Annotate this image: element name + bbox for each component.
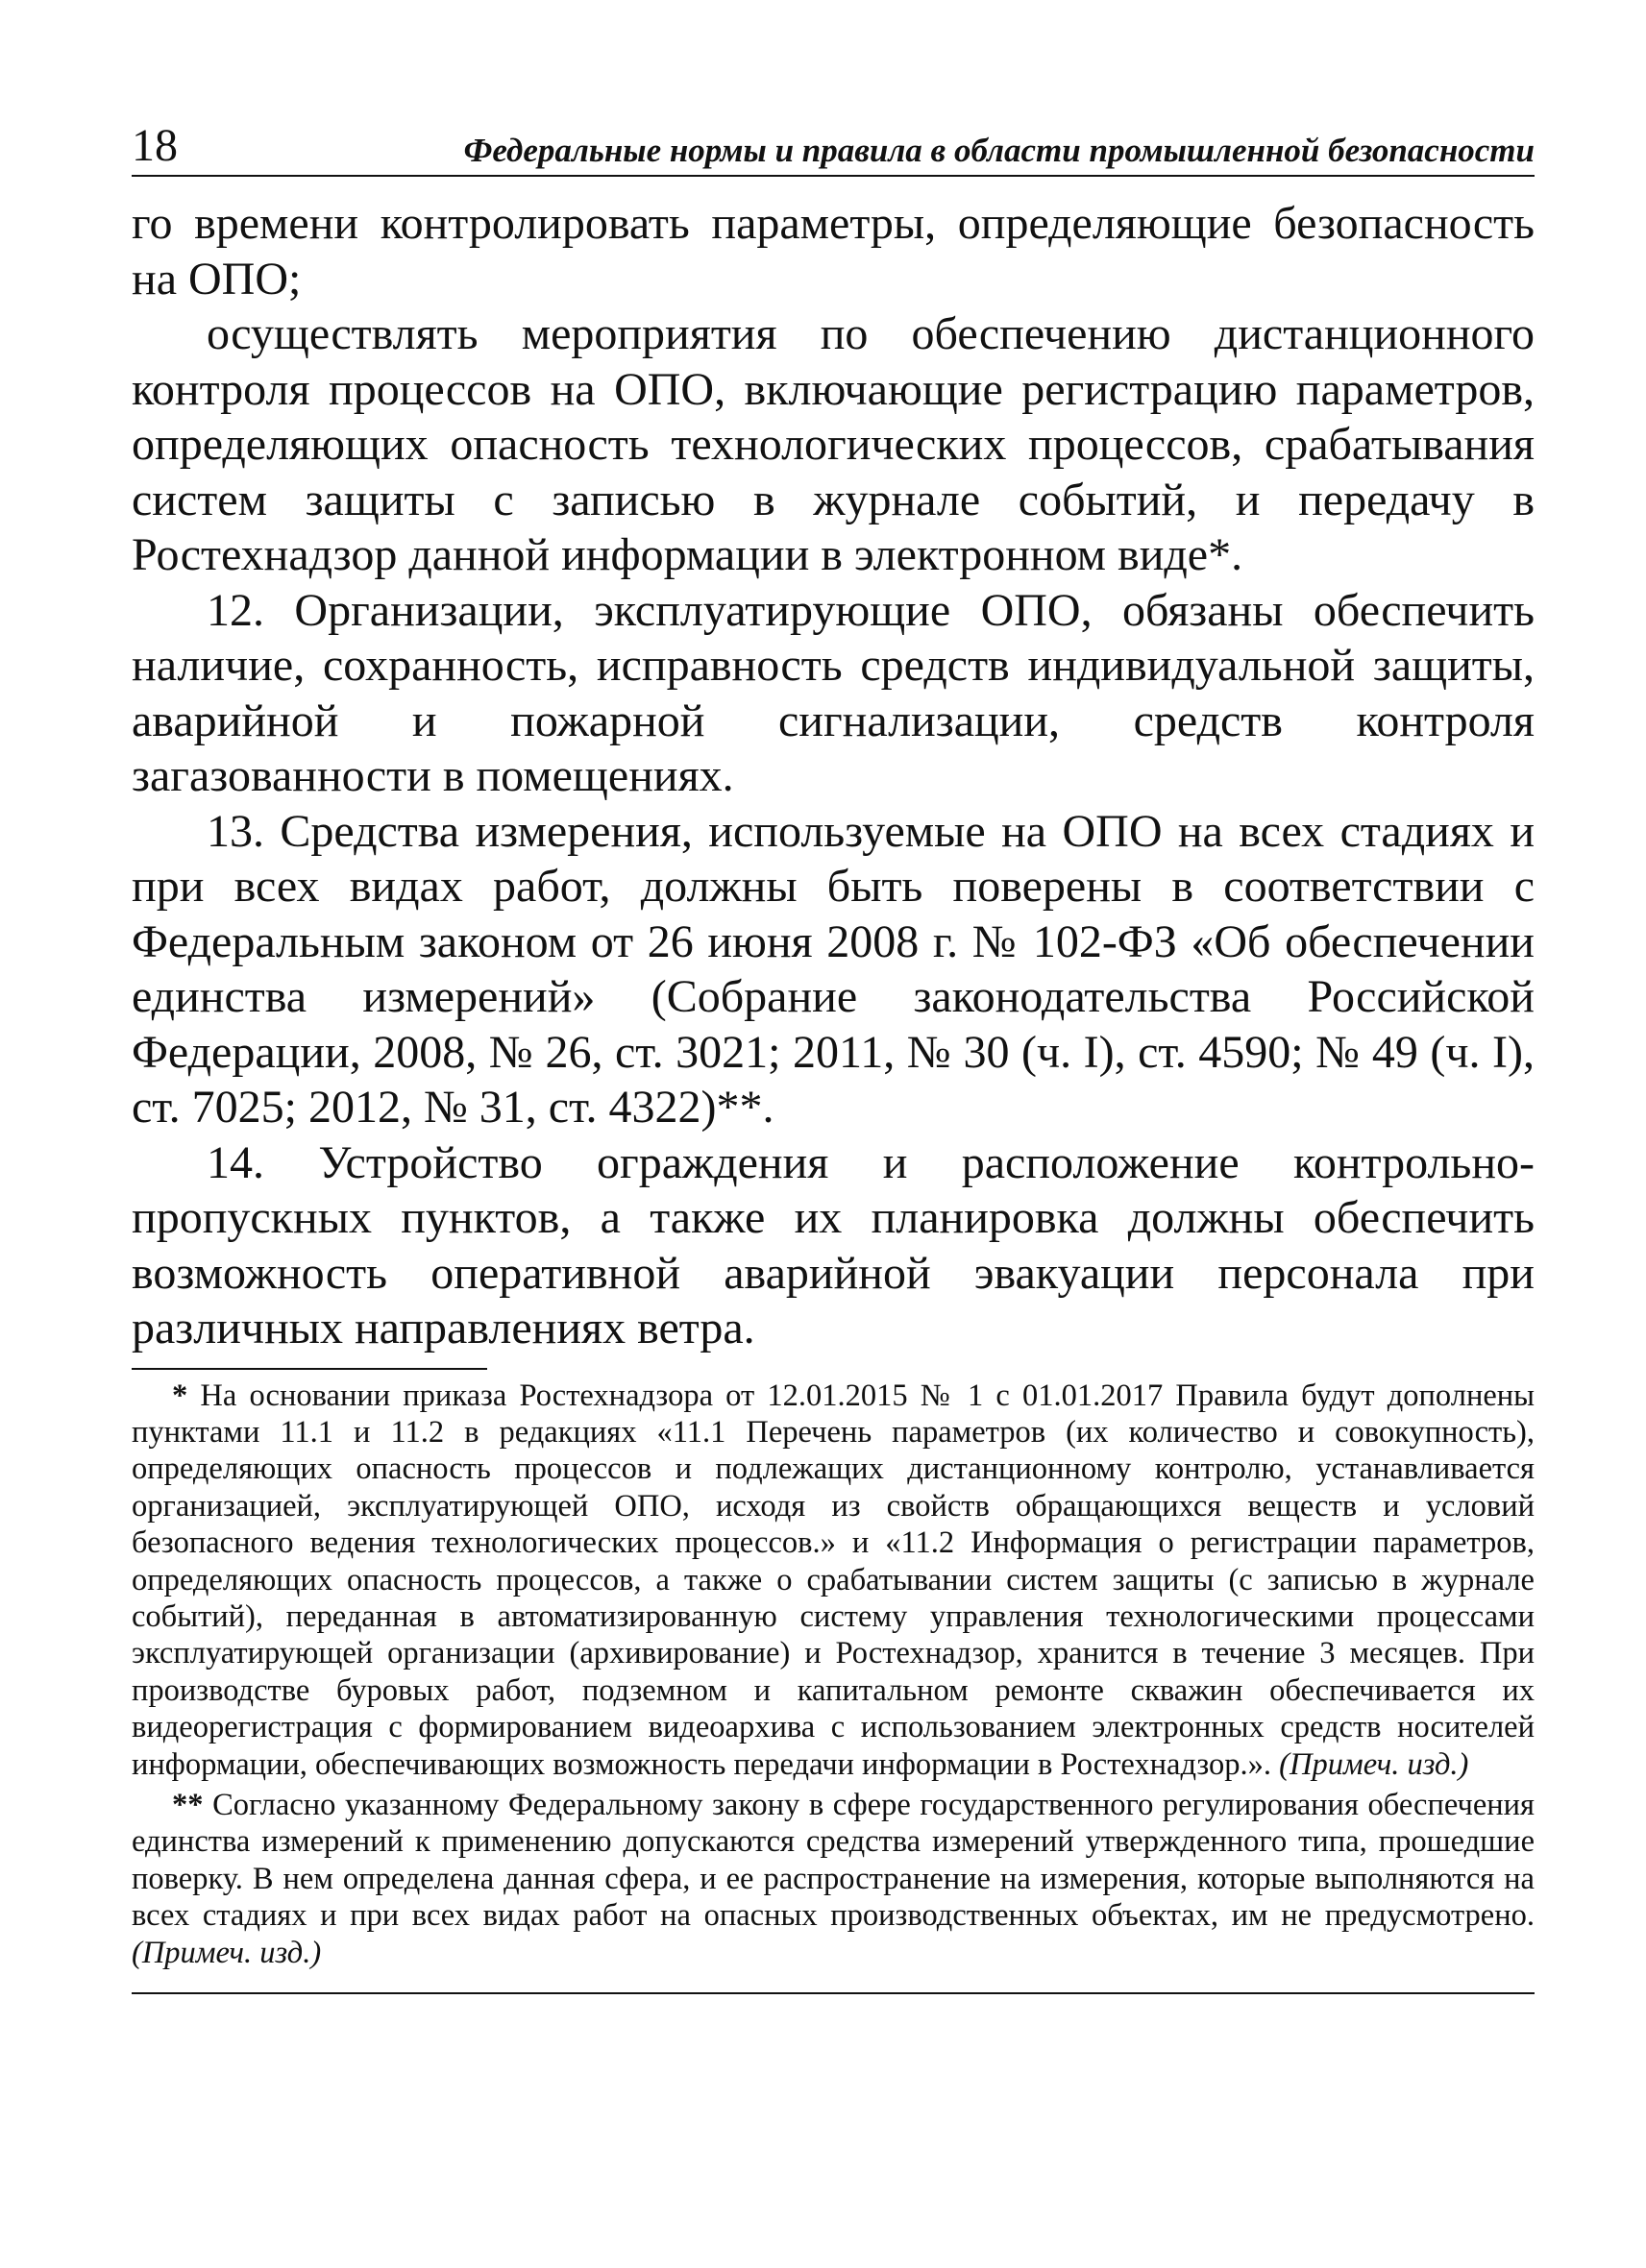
footnote-2 — [132, 1787, 1535, 1971]
paragraph-item-14: 14. Устройство ограждения и расположение контрольно-пропускных пунктов, а также их планировка должны обеспечить возможность оперативной аварийной эвакуации персонала при различных направлениях ветра. — [132, 1136, 1535, 1353]
book-page — [132, 115, 1535, 1994]
footnote-1-mark: * — [172, 1378, 188, 1413]
paragraph-item-13: 13. Средства измерения, используемые на ОПО на всех стадиях и при всех видах работ, должны быть поверены в соответствии с Федеральным законом от 26 июня 2008 г. № 102-ФЗ «Об обеспечении единства измерений» (Собрание законодательства Российской Федерации, 2008, № 26, ст. 3021; 2011, № 30 (ч. I), ст. 4590; № 49 (ч. I), ст. 7025; 2012, № 31, ст. 4322)**. — [132, 805, 1535, 1133]
footnote-1-editor-note: (Примеч. изд.) — [1279, 1746, 1469, 1782]
footnotes — [132, 1378, 1535, 1972]
running-title: Федеральные нормы и правила в области промышленной безопасности — [463, 132, 1535, 169]
paragraph-item-12: 12. Организации, эксплуатирующие ОПО, обязаны обеспечить наличие, сохранность, исправность средств индивидуальной защиты, аварийной и пожарной сигнализации, средств контроля загазованности в помещениях. — [132, 584, 1535, 801]
page-number: 18 — [132, 120, 178, 171]
page-header — [132, 115, 1535, 177]
footnote-2-text: Согласно указанному Федеральному закону в сфере государственного регулирования обеспечения единства измерений к применению допускаются средства измерений утвержденного типа, прошедшие поверку. В нем определена данная сфера, и ее распространение на измерения, которые выполняются на всех стадиях и при всех видах работ на опасных производственных объектах, им не предусмотрено. — [132, 1787, 1535, 1934]
footnote-1 — [132, 1378, 1535, 1783]
bottom-rule — [132, 1992, 1535, 1994]
paragraph-continued: го времени контролировать параметры, определяющие безопасность на ОПО; — [132, 198, 1535, 305]
footnote-2-editor-note: (Примеч. изд.) — [132, 1935, 322, 1970]
footnote-1-text: На основании приказа Ростехнадзора от 12.01.2015 № 1 с 01.01.2017 Правила будут дополнены пунктами 11.1 и 11.2 в редакциях «11.1 Перечень параметров (их количество и совокупность), определяющих опасность процессов и подлежащих дистанционному контролю, устанавливается организацией, эксплуатирующей ОПО, исходя из свойств обращающихся веществ и условий безопасного ведения технологических процессов.» и «11.2 Информация о регистрации параметров, определяющих опасность процессов, а также о срабатывании систем защиты (с записью в журнале событий), переданная в автоматизированную систему управления технологическими процессами эксплуатирующей организации (архивирование) и Ростехнадзор, хранится в течение 3 месяцев. При производстве буровых работ, подземном и капитальном ремонте скважин обеспечивается их видеорегистрация с формированием видеоархива с использованием электронных средств носителей информации, обеспечивающих возможность передачи информации в Ростехнадзор.». — [132, 1378, 1535, 1782]
paragraph-remote-control: осуществлять мероприятия по обеспечению дистанционного контроля процессов на ОПО, включающие регистрацию параметров, определяющих опасность технологических процессов, срабатывания систем защиты с записью в журнале событий, и передачу в Ростехнадзор данной информации в электронном виде*. — [132, 308, 1535, 580]
main-text — [132, 196, 1535, 1356]
footnote-separator — [132, 1368, 487, 1370]
footnote-2-mark: ** — [172, 1787, 204, 1822]
